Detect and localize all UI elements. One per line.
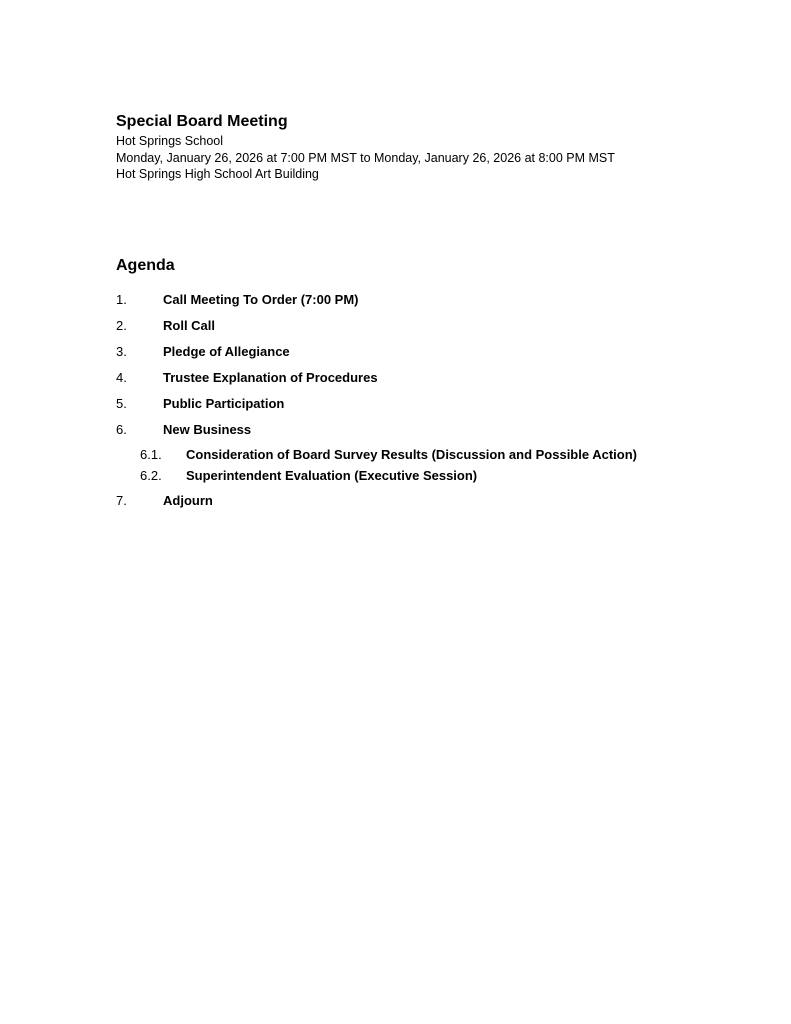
agenda-subitem-number: 6.1.	[140, 447, 162, 462]
agenda-item-7	[116, 492, 776, 518]
agenda-subitem-6-2	[116, 467, 776, 488]
agenda-subitem-6-1	[116, 446, 776, 467]
agenda-item-1	[116, 291, 776, 317]
agenda-item-number: 3.	[116, 344, 127, 359]
agenda-item-3	[116, 343, 776, 369]
meeting-location: Hot Springs High School Art Building	[116, 167, 319, 181]
agenda-list	[116, 291, 776, 518]
agenda-subitem-list	[116, 446, 776, 488]
agenda-item-label: New Business	[163, 422, 252, 437]
agenda-item-number: 2.	[116, 318, 127, 333]
agenda-item-number: 6.	[116, 422, 127, 437]
agenda-item-label: Roll Call	[163, 318, 216, 333]
agenda-item-label: Trustee Explanation of Procedures	[163, 370, 378, 385]
agenda-item-number: 7.	[116, 493, 127, 508]
agenda-subitem-number: 6.2.	[140, 468, 162, 483]
agenda-item-2	[116, 317, 776, 343]
meeting-title: Special Board Meeting	[116, 113, 288, 130]
agenda-item-label: Pledge of Allegiance	[163, 344, 290, 359]
agenda-item-5	[116, 395, 776, 421]
meeting-organization: Hot Springs School	[116, 134, 224, 148]
agenda-item-number: 5.	[116, 396, 127, 411]
agenda-heading: Agenda	[116, 257, 175, 274]
agenda-item-number: 4.	[116, 370, 127, 385]
meeting-datetime: Monday, January 26, 2026 at 7:00 PM MST to Monday, January 26, 2026 at 8:00 PM MST	[116, 150, 615, 165]
agenda-subitem-label: Consideration of Board Survey Results (Discussion and Possible Action)	[186, 447, 637, 462]
agenda-item-6	[116, 421, 776, 492]
agenda-item-4	[116, 369, 776, 395]
agenda-item-label: Call Meeting To Order (7:00 PM)	[163, 292, 359, 307]
agenda-subitem-label: Superintendent Evaluation (Executive Session)	[186, 468, 478, 483]
agenda-item-number: 1.	[116, 292, 127, 307]
meeting-header	[116, 111, 756, 183]
agenda-item-label: Adjourn	[163, 493, 213, 508]
agenda-item-label: Public Participation	[163, 396, 285, 411]
